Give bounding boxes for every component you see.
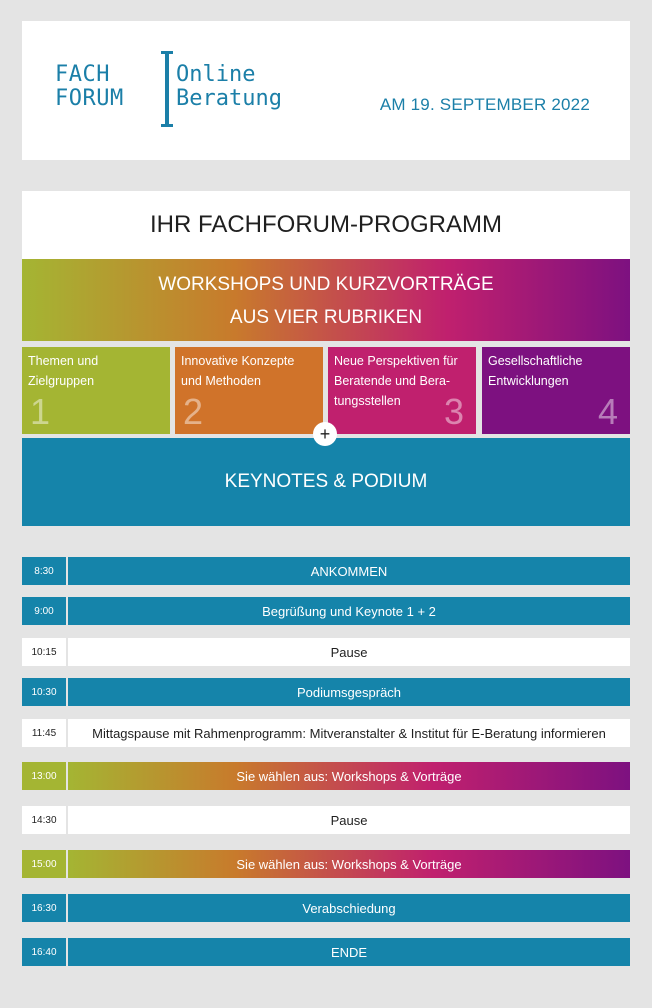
logo-left-text	[55, 63, 124, 111]
schedule-label: Podiumsgespräch	[68, 678, 630, 706]
logo-right-text	[176, 63, 282, 111]
schedule-row	[22, 719, 630, 747]
rubric-2	[175, 347, 323, 434]
rubric-text: und Methoden	[181, 374, 261, 388]
rubric-text: tungsstellen	[334, 394, 401, 408]
rubric-text: Zielgruppen	[28, 374, 95, 388]
program-overview	[22, 191, 630, 526]
schedule-label: Pause	[68, 806, 630, 834]
rubric-3	[328, 347, 476, 434]
schedule-time: 15:00	[22, 850, 66, 878]
schedule-label: Begrüßung und Keynote 1 + 2	[68, 597, 630, 625]
workshops-line2: AUS VIER RUBRIKEN	[229, 307, 423, 328]
logo-bracket-icon	[161, 51, 173, 127]
header-card	[22, 21, 630, 160]
schedule-row	[22, 678, 630, 706]
workshops-banner	[22, 259, 630, 341]
keynotes-banner: KEYNOTES & PODIUM	[22, 438, 630, 526]
schedule-label: Verabschiedung	[68, 894, 630, 922]
rubric-text: Entwicklungen	[488, 374, 569, 388]
rubric-number: 3	[443, 391, 464, 432]
rubric-text: Neue Perspektiven für	[334, 354, 458, 368]
schedule-row	[22, 938, 630, 966]
schedule-label: Pause	[68, 638, 630, 666]
workshops-line1: WORKSHOPS UND KURZVORTRÄGE	[158, 274, 494, 295]
fachforum-logo	[55, 51, 295, 129]
schedule-row	[22, 597, 630, 625]
schedule-time: 8:30	[22, 557, 66, 585]
logo-online: Online	[176, 62, 256, 87]
plus-icon: +	[313, 422, 337, 446]
rubric-text: Beratende und Bera-	[334, 374, 451, 388]
schedule-label: ENDE	[68, 938, 630, 966]
schedule-time: 16:30	[22, 894, 66, 922]
schedule-label: ANKOMMEN	[68, 557, 630, 585]
rubric-number: 4	[597, 391, 618, 432]
logo-forum: FORUM	[55, 86, 124, 111]
program-title: IHR FACHFORUM-PROGRAMM	[22, 191, 630, 259]
schedule-row	[22, 557, 630, 585]
schedule-row	[22, 762, 630, 790]
rubric-text: Innovative Konzepte	[181, 354, 295, 368]
schedule-label: Sie wählen aus: Workshops & Vorträge	[68, 850, 630, 878]
schedule-label: Sie wählen aus: Workshops & Vorträge	[68, 762, 630, 790]
schedule-label: Mittagspause mit Rahmenprogramm: Mitveranstalter & Institut für E-Beratung informieren	[68, 719, 630, 747]
schedule-row	[22, 850, 630, 878]
logo-fach: FACH	[55, 62, 110, 87]
rubric-1	[22, 347, 170, 434]
rubric-number: 1	[30, 391, 51, 432]
schedule-row	[22, 806, 630, 834]
rubric-text: Gesellschaftliche	[488, 354, 583, 368]
rubric-text: Themen und	[28, 354, 99, 368]
rubric-number: 2	[183, 391, 204, 432]
schedule-time: 11:45	[22, 719, 66, 747]
event-date: AM 19. SEPTEMBER 2022	[379, 95, 590, 114]
logo-beratung: Beratung	[176, 86, 282, 111]
schedule-time: 10:15	[22, 638, 66, 666]
schedule-time: 16:40	[22, 938, 66, 966]
schedule-row	[22, 894, 630, 922]
schedule-time: 14:30	[22, 806, 66, 834]
schedule-time: 9:00	[22, 597, 66, 625]
schedule-row	[22, 638, 630, 666]
schedule-time: 10:30	[22, 678, 66, 706]
rubric-4	[482, 347, 630, 434]
schedule-time: 13:00	[22, 762, 66, 790]
